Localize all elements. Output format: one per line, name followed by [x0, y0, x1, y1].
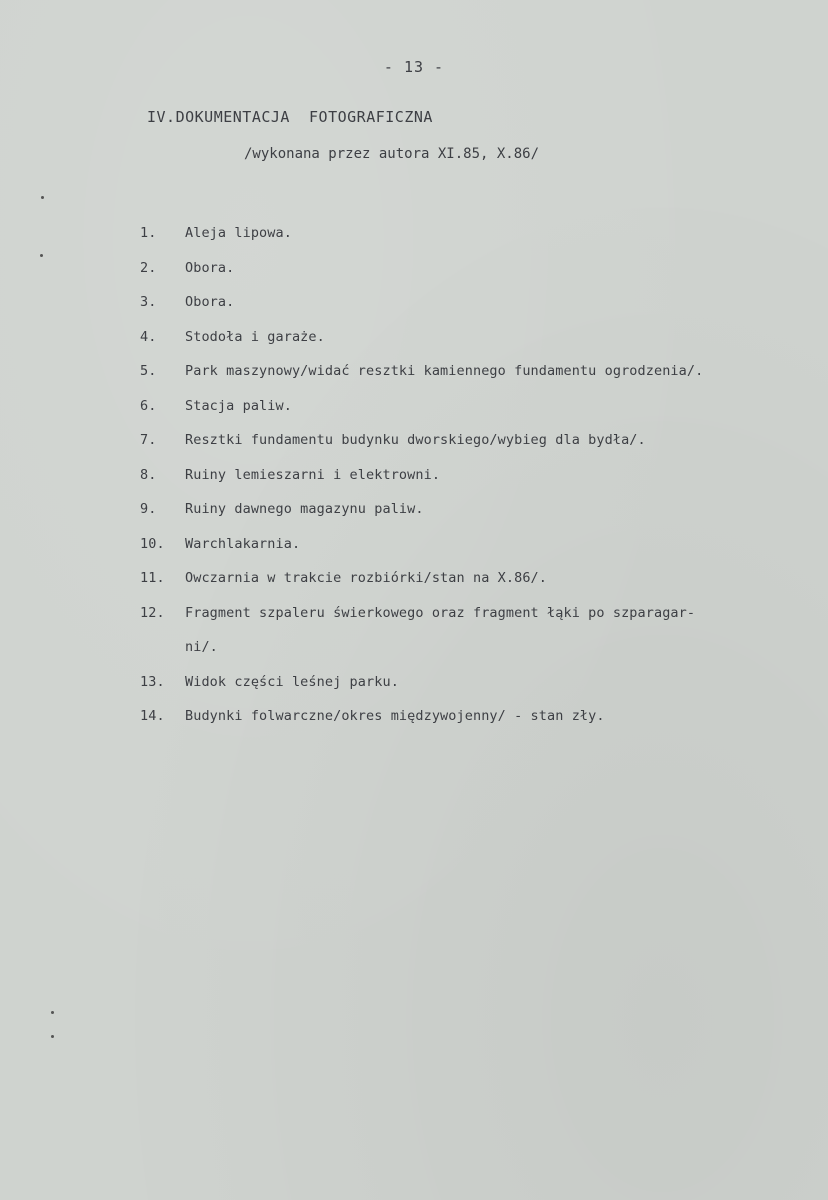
- item-text: Aleja lipowa.: [185, 225, 292, 241]
- item-text: Budynki folwarczne/okres międzywojenny/ - stan zły.: [185, 708, 605, 724]
- photo-list: [140, 216, 828, 734]
- item-text-continuation: ni/.: [185, 639, 218, 655]
- item-text: Stacja paliw.: [185, 397, 292, 414]
- list-item: [140, 492, 828, 527]
- list-item: [140, 354, 828, 389]
- item-number: 8.: [140, 466, 157, 483]
- paper-speck: [40, 254, 43, 257]
- list-item: [140, 423, 828, 458]
- item-text: Fragment szpaleru świerkowego oraz fragment łąki po szparagar-: [185, 604, 696, 621]
- list-item: [140, 699, 828, 734]
- item-number: 2.: [140, 259, 157, 276]
- item-number: 10.: [140, 535, 165, 552]
- item-number: 5.: [140, 363, 157, 379]
- item-number: 9.: [140, 501, 157, 517]
- item-number: 12.: [140, 604, 165, 621]
- page-number: - 13 -: [383, 58, 445, 76]
- section-heading: IV.DOKUMENTACJA FOTOGRAFICZNA: [147, 108, 433, 126]
- list-item: [140, 527, 828, 562]
- list-item: [140, 320, 828, 355]
- paper-speck: [51, 1011, 54, 1014]
- paper-speck: [41, 196, 44, 199]
- item-text: Obora.: [185, 259, 235, 276]
- item-text: Park maszynowy/widać resztki kamiennego fundamentu ogrodzenia/.: [185, 363, 704, 379]
- item-number: 3.: [140, 294, 157, 310]
- list-item: [140, 561, 828, 596]
- item-number: 14.: [140, 708, 165, 724]
- item-text: Widok części leśnej parku.: [185, 673, 399, 690]
- item-number: 7.: [140, 432, 157, 448]
- list-item: [140, 216, 828, 251]
- item-number: 11.: [140, 570, 165, 586]
- list-item: [140, 665, 828, 700]
- item-text: Owczarnia w trakcie rozbiórki/stan na X.86/.: [185, 570, 548, 586]
- item-text: Obora.: [185, 294, 235, 310]
- item-text: Ruiny lemieszarni i elektrowni.: [185, 466, 441, 483]
- section-subheading: /wykonana przez autora XI.85, X.86/: [244, 146, 540, 162]
- list-item-continuation: [140, 630, 828, 665]
- list-item: [140, 285, 828, 320]
- list-item: [140, 251, 828, 286]
- list-item: [140, 596, 828, 631]
- item-number: 6.: [140, 397, 157, 414]
- item-number: 13.: [140, 673, 165, 690]
- paper-speck: [51, 1035, 54, 1038]
- item-number: 1.: [140, 225, 157, 241]
- item-number: 4.: [140, 328, 157, 345]
- list-item: [140, 389, 828, 424]
- item-text: Resztki fundamentu budynku dworskiego/wybieg dla bydła/.: [185, 432, 646, 448]
- item-text: Ruiny dawnego magazynu paliw.: [185, 501, 424, 517]
- item-text: Stodoła i garaże.: [185, 328, 325, 345]
- item-text: Warchlakarnia.: [185, 535, 301, 552]
- list-item: [140, 458, 828, 493]
